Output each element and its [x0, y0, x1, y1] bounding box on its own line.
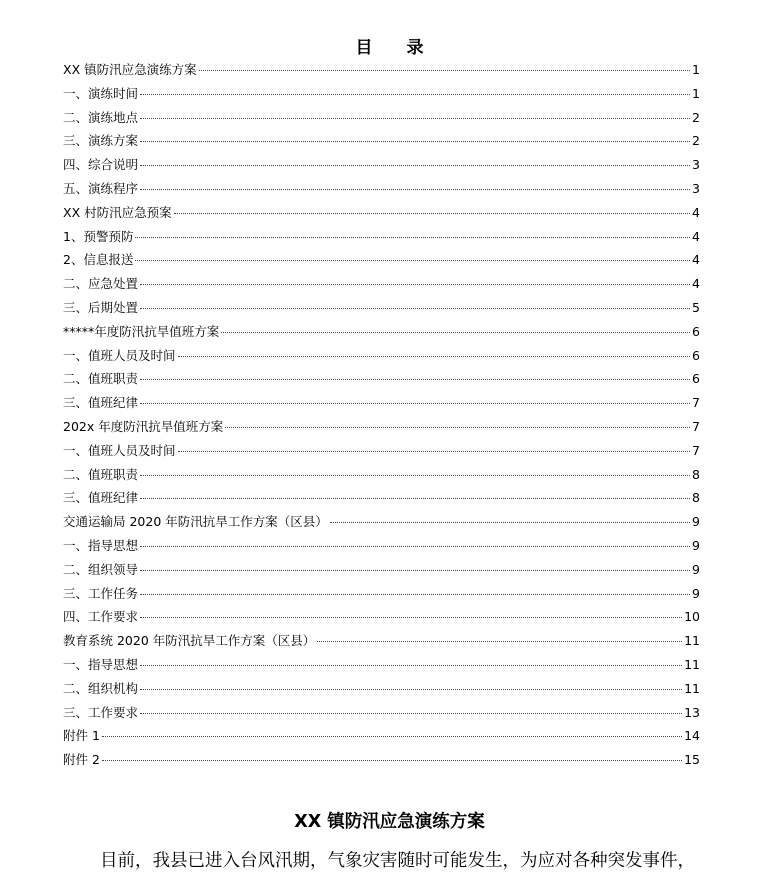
toc-entry[interactable] — [63, 225, 700, 249]
toc-entry[interactable] — [63, 129, 700, 153]
toc-entry-title: 三、演练方案 — [63, 133, 139, 149]
toc-leader-dots — [140, 378, 690, 380]
toc-leader-dots — [140, 545, 690, 547]
toc-entry-page-number: 2 — [692, 109, 700, 125]
toc-entry-page-number: 9 — [692, 537, 700, 553]
toc-entry[interactable] — [63, 486, 700, 510]
toc-entry-title: 二、值班职责 — [63, 466, 139, 482]
toc-entry[interactable] — [63, 58, 700, 82]
toc-entry-page-number: 4 — [692, 204, 700, 220]
toc-entry-title: 附件 2 — [63, 752, 100, 768]
toc-entry-title: 二、组织领导 — [63, 561, 139, 577]
toc-entry[interactable] — [63, 510, 700, 534]
toc-entry-page-number: 4 — [692, 228, 700, 244]
toc-entry-page-number: 1 — [692, 62, 700, 77]
toc-entry-page-number: 11 — [684, 656, 700, 672]
toc-entry-title: 三、值班纪律 — [63, 395, 139, 411]
toc-leader-dots — [178, 450, 691, 452]
toc-entry-page-number: 9 — [692, 561, 700, 577]
toc-entry-title: XX 村防汛应急预案 — [63, 204, 172, 220]
toc-entry-page-number: 8 — [692, 466, 700, 482]
toc-entry[interactable] — [63, 439, 700, 463]
toc-entry-page-number: 2 — [692, 133, 700, 149]
toc-entry-page-number: 15 — [684, 752, 700, 768]
toc-leader-dots — [317, 640, 682, 642]
toc-entry-page-number: 3 — [692, 180, 700, 196]
toc-leader-dots — [140, 93, 690, 95]
toc-entry[interactable] — [63, 724, 700, 748]
toc-entry[interactable] — [63, 320, 700, 344]
toc-entry[interactable] — [63, 106, 700, 130]
toc-leader-dots — [140, 712, 682, 714]
toc-entry-page-number: 14 — [684, 728, 700, 744]
toc-entry-page-number: 5 — [692, 299, 700, 315]
toc-leader-dots — [221, 331, 690, 333]
toc-entry-title: 二、演练地点 — [63, 109, 139, 125]
toc-leader-dots — [330, 521, 690, 523]
toc-leader-dots — [140, 140, 690, 142]
toc-leader-dots — [140, 593, 690, 595]
toc-entry-title: 三、值班纪律 — [63, 490, 139, 506]
toc-leader-dots — [102, 735, 682, 737]
toc-entry-page-number: 4 — [692, 276, 700, 292]
toc-leader-dots — [135, 259, 690, 261]
toc-entry-title: 一、指导思想 — [63, 656, 139, 672]
toc-entry-page-number: 7 — [692, 418, 700, 434]
toc-entry[interactable] — [63, 344, 700, 368]
toc-entry-title: 四、综合说明 — [63, 157, 139, 173]
toc-entry-title: 二、值班职责 — [63, 371, 139, 387]
toc-entry-page-number: 4 — [692, 252, 700, 268]
toc-leader-dots — [140, 616, 682, 618]
toc-entry-title: 一、值班人员及时间 — [63, 442, 176, 458]
toc-entry-title: 五、演练程序 — [63, 180, 139, 196]
toc-entry-title: *****年度防汛抗旱值班方案 — [63, 323, 220, 339]
toc-entry-page-number: 6 — [692, 347, 700, 363]
toc-entry-page-number: 9 — [692, 585, 700, 601]
toc-entry[interactable] — [63, 177, 700, 201]
toc-entry-page-number: 8 — [692, 490, 700, 506]
toc-entry-page-number: 10 — [684, 609, 700, 625]
toc-entry[interactable] — [63, 248, 700, 272]
toc-entry-title: 一、演练时间 — [63, 85, 139, 101]
toc-leader-dots — [140, 402, 690, 404]
toc-entry[interactable] — [63, 582, 700, 606]
toc-leader-dots — [140, 497, 690, 499]
toc-entry-title: 教育系统 2020 年防汛抗旱工作方案（区县） — [63, 633, 316, 649]
toc-leader-dots — [225, 426, 690, 428]
toc-entry-page-number: 3 — [692, 157, 700, 173]
toc-entry-title: XX 镇防汛应急演练方案 — [63, 62, 197, 77]
toc-entry-page-number: 7 — [692, 442, 700, 458]
toc-entry[interactable] — [63, 82, 700, 106]
toc-title: 目 录 — [355, 38, 438, 58]
toc-entry[interactable] — [63, 701, 700, 725]
toc-entry-title: 四、工作要求 — [63, 609, 139, 625]
toc-leader-dots — [140, 664, 682, 666]
table-of-contents — [63, 58, 700, 772]
toc-entry-title: 202x 年度防汛抗旱值班方案 — [63, 418, 224, 434]
toc-leader-dots — [140, 164, 690, 166]
toc-entry-title: 一、值班人员及时间 — [63, 347, 176, 363]
toc-entry[interactable] — [63, 605, 700, 629]
toc-leader-dots — [140, 283, 690, 285]
toc-entry[interactable] — [63, 272, 700, 296]
toc-entry-page-number: 9 — [692, 514, 700, 530]
toc-entry-title: 一、指导思想 — [63, 537, 139, 553]
toc-entry[interactable] — [63, 391, 700, 415]
toc-leader-dots — [140, 307, 690, 309]
toc-entry[interactable] — [63, 201, 700, 225]
toc-entry-page-number: 13 — [684, 704, 700, 720]
toc-leader-dots — [178, 355, 691, 357]
toc-leader-dots — [135, 236, 690, 238]
toc-entry-page-number: 11 — [684, 633, 700, 649]
toc-entry-title: 二、应急处置 — [63, 276, 139, 292]
toc-entry[interactable] — [63, 296, 700, 320]
toc-entry-title: 三、后期处置 — [63, 299, 139, 315]
body-paragraph: 目前，我县已进入台风汛期，气象灾害随时可能发生，为应对各种突发事件， — [100, 851, 695, 871]
toc-leader-dots — [174, 212, 690, 214]
toc-entry-title: 二、组织机构 — [63, 680, 139, 696]
toc-entry-page-number: 6 — [692, 323, 700, 339]
toc-leader-dots — [102, 759, 682, 761]
toc-entry[interactable] — [63, 677, 700, 701]
toc-leader-dots — [140, 569, 690, 571]
toc-entry[interactable] — [63, 558, 700, 582]
toc-entry-title: 1、预警预防 — [63, 228, 134, 244]
toc-leader-dots — [140, 474, 690, 476]
toc-entry-page-number: 7 — [692, 395, 700, 411]
toc-entry[interactable] — [63, 629, 700, 653]
toc-entry[interactable] — [63, 367, 700, 391]
toc-leader-dots — [140, 688, 682, 690]
toc-entry[interactable] — [63, 653, 700, 677]
toc-entry-title: 三、工作任务 — [63, 585, 139, 601]
toc-entry[interactable] — [63, 415, 700, 439]
toc-entry-page-number: 11 — [684, 680, 700, 696]
toc-entry-page-number: 1 — [692, 85, 700, 101]
toc-leader-dots — [199, 69, 690, 71]
toc-entry[interactable] — [63, 748, 700, 772]
toc-leader-dots — [140, 117, 690, 119]
toc-entry[interactable] — [63, 153, 700, 177]
section-heading: XX 镇防汛应急演练方案 — [294, 812, 485, 832]
toc-entry[interactable] — [63, 534, 700, 558]
toc-entry-title: 附件 1 — [63, 728, 100, 744]
toc-leader-dots — [140, 188, 690, 190]
toc-entry-page-number: 6 — [692, 371, 700, 387]
toc-entry[interactable] — [63, 463, 700, 487]
toc-entry-title: 2、信息报送 — [63, 252, 134, 268]
toc-entry-title: 交通运输局 2020 年防汛抗旱工作方案（区县） — [63, 514, 328, 530]
toc-entry-title: 三、工作要求 — [63, 704, 139, 720]
